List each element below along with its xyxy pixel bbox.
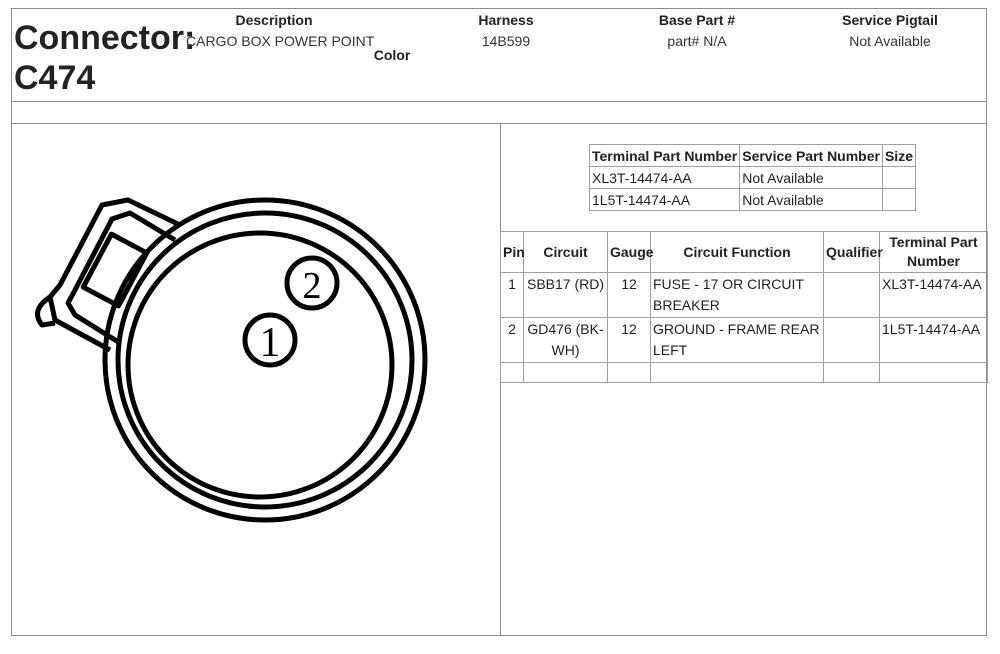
pin-1-label: 1: [259, 320, 281, 366]
table-row: [590, 189, 916, 211]
service-pigtail-label: Service Pigtail: [842, 12, 938, 28]
description-value: CARGO BOX POWER POINT: [186, 33, 375, 49]
table-cell: 2: [501, 318, 524, 363]
table-cell: [608, 363, 651, 383]
pin-header-cell: Qualifier: [824, 232, 880, 273]
terminal-table: [589, 144, 916, 211]
table-cell: [651, 363, 824, 383]
pin-table: [500, 231, 988, 383]
table-row: [590, 167, 916, 189]
table-cell: [824, 318, 880, 363]
table-cell: Not Available: [740, 189, 883, 211]
pin-table-header: [501, 232, 988, 273]
table-cell: [824, 273, 880, 318]
table-cell: 1: [501, 273, 524, 318]
pin-header-cell: Circuit Function: [651, 232, 824, 273]
table-cell: XL3T-14474-AA: [880, 273, 988, 318]
table-cell: Not Available: [740, 167, 883, 189]
table-row: [501, 318, 988, 363]
table-cell: 12: [608, 273, 651, 318]
pin-header-cell: Circuit: [524, 232, 608, 273]
terminal-header-cell: Terminal Part Number: [590, 145, 740, 167]
connector-face-diagram: [20, 185, 440, 535]
table-cell: [501, 363, 524, 383]
table-cell: GD476 (BK-WH): [524, 318, 608, 363]
harness-label: Harness: [478, 12, 534, 28]
terminal-header-cell: Size: [882, 145, 915, 167]
header-divider: [11, 101, 987, 102]
pin-header-cell: Terminal Part Number: [880, 232, 988, 273]
color-label: Color: [373, 47, 411, 63]
terminal-table-header: [590, 145, 916, 167]
table-cell: [882, 167, 915, 189]
table-cell: XL3T-14474-AA: [590, 167, 740, 189]
pin-header-cell: Gauge: [608, 232, 651, 273]
connector-title-label: Connector:: [14, 19, 196, 57]
connector-title: [14, 18, 195, 98]
table-cell: FUSE - 17 OR CIRCUIT BREAKER: [651, 273, 824, 318]
latch-tab: [83, 234, 146, 306]
harness-value: 14B599: [481, 33, 531, 49]
table-cell: [524, 363, 608, 383]
table-cell: SBB17 (RD): [524, 273, 608, 318]
table-cell: [880, 363, 988, 383]
table-row: [501, 273, 988, 318]
table-cell: GROUND - FRAME REAR LEFT: [651, 318, 824, 363]
base-part-label: Base Part #: [658, 12, 736, 28]
table-cell: 1L5T-14474-AA: [880, 318, 988, 363]
table-cell: [824, 363, 880, 383]
pin-2-label: 2: [302, 265, 322, 307]
table-cell: 12: [608, 318, 651, 363]
connector-id: C474: [14, 59, 96, 97]
table-row: [501, 363, 988, 383]
base-part-value: part# N/A: [667, 33, 727, 49]
pin-header-cell: Pin: [501, 232, 524, 273]
description-label: Description: [235, 12, 313, 28]
table-cell: [882, 189, 915, 211]
service-pigtail-value: Not Available: [849, 33, 931, 49]
section-divider: [11, 123, 987, 124]
terminal-header-cell: Service Part Number: [740, 145, 883, 167]
table-cell: 1L5T-14474-AA: [590, 189, 740, 211]
